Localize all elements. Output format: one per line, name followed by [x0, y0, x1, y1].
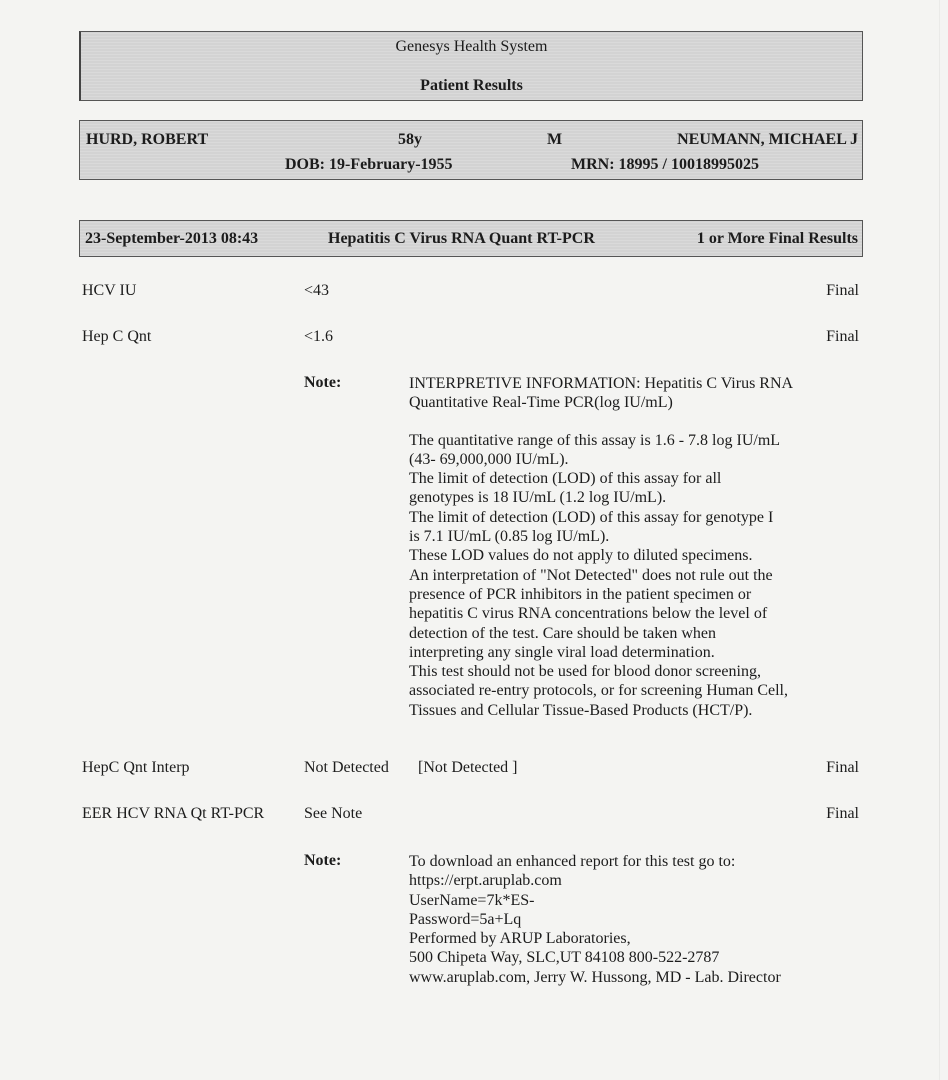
- result-value: <1.6: [304, 328, 334, 345]
- paper-fold-shadow: [939, 0, 940, 1080]
- report-title: Patient Results: [420, 77, 523, 94]
- result-label: HCV IU: [82, 282, 137, 299]
- paragraph-gap: [409, 413, 793, 431]
- note-line: The quantitative range of this assay is 1.6 - 7.8 log IU/mL: [409, 431, 781, 449]
- result-label: HepC Qnt Interp: [82, 759, 190, 776]
- result-label: Hep C Qnt: [82, 328, 152, 345]
- note-line: An interpretation of "Not Detected" does not rule out the: [409, 566, 773, 584]
- note-label: Note:: [304, 374, 342, 391]
- enhanced-report-note: [409, 852, 781, 987]
- note-line: These LOD values do not apply to diluted specimens.: [409, 547, 753, 565]
- note-line: www.aruplab.com, Jerry W. Hussong, MD - Lab. Director: [409, 968, 781, 986]
- result-value: <43: [304, 282, 330, 299]
- note-line: INTERPRETIVE INFORMATION: Hepatitis C Virus RNA: [409, 375, 794, 392]
- order-test-name: Hepatitis C Virus RNA Quant RT-PCR: [328, 230, 595, 247]
- report-header: [79, 31, 863, 101]
- result-status: Final: [826, 328, 859, 345]
- result-status: Final: [826, 805, 859, 822]
- note-line: The limit of detection (LOD) of this assay for genotype I: [409, 508, 774, 526]
- note-line: is 7.1 IU/mL (0.85 log IU/mL).: [409, 528, 610, 546]
- note-line: presence of PCR inhibitors in the patient specimen or: [409, 585, 752, 603]
- result-status: Final: [826, 759, 859, 776]
- note-line: Quantitative Real-Time PCR(log IU/mL): [409, 394, 673, 412]
- order-datetime: 23-September-2013 08:43: [85, 230, 259, 247]
- note-line: UserName=7k*ES-: [409, 891, 535, 909]
- result-label: EER HCV RNA Qt RT-PCR: [82, 805, 265, 822]
- note-line: associated re-entry protocols, or for screening Human Cell,: [409, 682, 788, 700]
- note-line: 500 Chipeta Way, SLC,UT 84108 800-522-2787: [409, 949, 720, 967]
- note-line: interpreting any single viral load determination.: [409, 643, 715, 661]
- note-label: Note:: [304, 852, 342, 869]
- note-line: detection of the test. Care should be taken when: [409, 624, 717, 642]
- physician-name: NEUMANN, MICHAEL J: [677, 131, 858, 148]
- order-header: [79, 220, 863, 257]
- interpretive-note: [409, 374, 793, 720]
- order-status: 1 or More Final Results: [696, 230, 858, 247]
- reference-range: [Not Detected ]: [418, 759, 518, 776]
- result-status: Final: [826, 282, 859, 299]
- note-line: This test should not be used for blood donor screening,: [409, 663, 761, 681]
- patient-mrn: MRN: 18995 / 10018995025: [571, 156, 759, 173]
- result-value: See Note: [304, 805, 363, 822]
- patient-dob: DOB: 19-February-1955: [285, 156, 453, 173]
- note-line: hepatitis C virus RNA concentrations below the level of: [409, 605, 768, 623]
- result-value: Not Detected: [304, 759, 389, 776]
- patient-name: HURD, ROBERT: [86, 131, 209, 148]
- note-line: Password=5a+Lq: [409, 910, 522, 928]
- note-line: Performed by ARUP Laboratories,: [409, 930, 631, 948]
- note-line: Tissues and Cellular Tissue-Based Products (HCT/P).: [409, 701, 753, 719]
- note-line: (43- 69,000,000 IU/mL).: [409, 450, 569, 468]
- note-line: genotypes is 18 IU/mL (1.2 log IU/mL).: [409, 489, 667, 507]
- note-line: To download an enhanced report for this test go to:: [409, 853, 736, 870]
- organization-name: Genesys Health System: [395, 38, 548, 55]
- note-line: The limit of detection (LOD) of this assay for all: [409, 470, 722, 488]
- patient-info: [79, 120, 863, 180]
- patient-sex: M: [547, 131, 563, 148]
- note-line: https://erpt.aruplab.com: [409, 872, 562, 890]
- patient-age: 58y: [398, 131, 422, 148]
